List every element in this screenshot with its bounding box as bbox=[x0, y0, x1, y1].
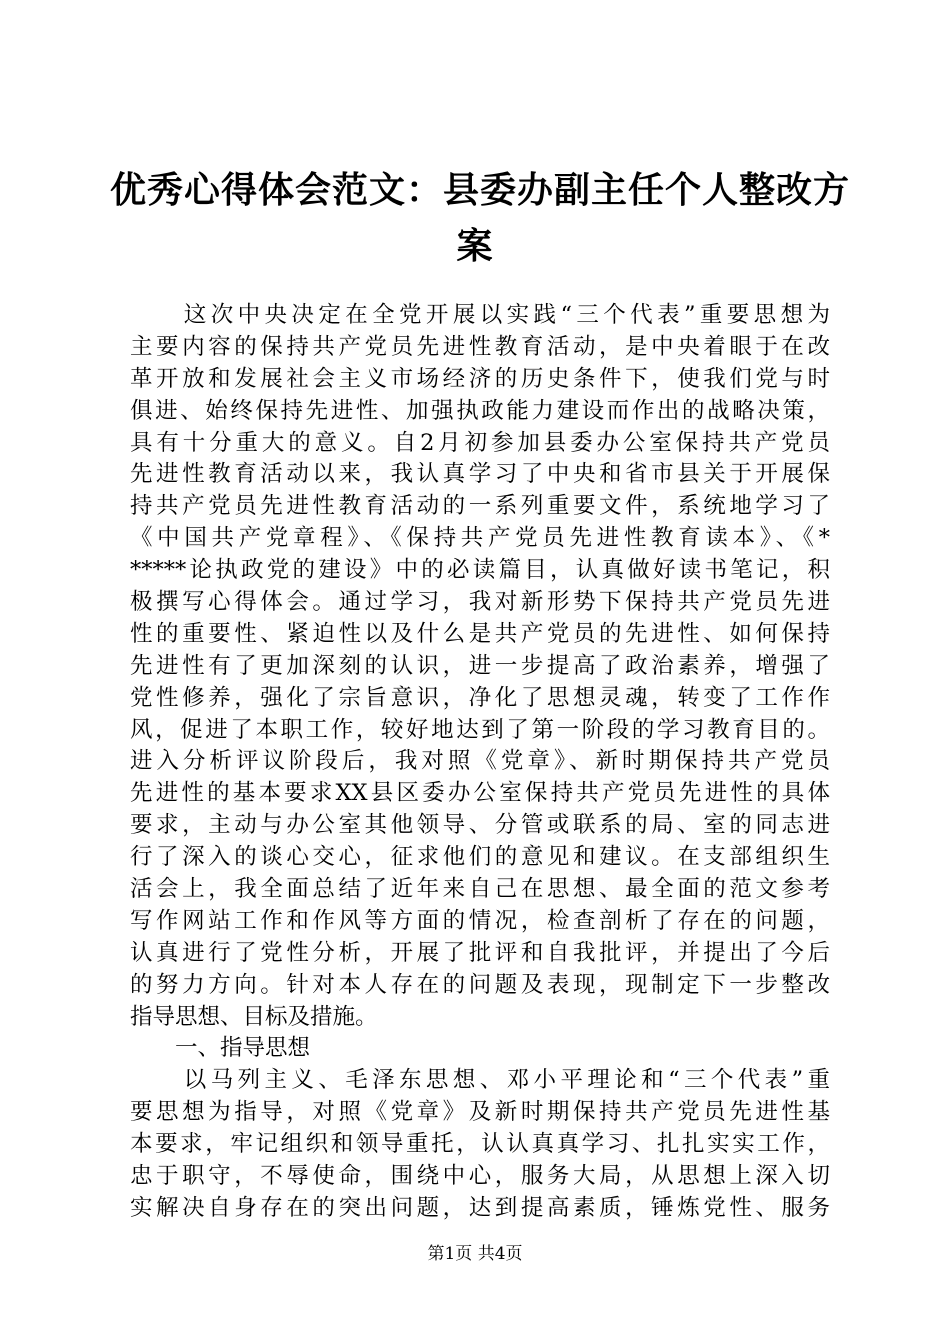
page-footer: 第1页 共4页 bbox=[427, 1244, 523, 1264]
body-line: 极撰写心得体会。通过学习，我对新形势下保持共产党员先进 bbox=[130, 589, 830, 616]
body-line: 这次中央决定在全党开展以实践“三个代表”重要思想为 bbox=[130, 302, 830, 328]
body-line: 指导思想、目标及措施。 bbox=[130, 1003, 378, 1030]
body-line: 实解决自身存在的突出问题，达到提高素质，锤炼党性、服务 bbox=[130, 1194, 830, 1221]
title-line-1: 优秀心得体会范文：县委办副主任个人整改方 bbox=[110, 169, 851, 211]
body-line: 忠于职守，不辱使命，围绕中心，服务大局，从思想上深入切 bbox=[130, 1163, 830, 1190]
body-line: 本要求，牢记组织和领导重托，认认真真学习、扎扎实实工作， bbox=[130, 1131, 830, 1158]
body-line: 具有十分重大的意义。自2月初参加县委办公室保持共产党员 bbox=[130, 429, 830, 456]
body-line: 持共产党员先进性教育活动的一系列重要文件，系统地学习了 bbox=[130, 493, 830, 520]
body-line: 写作网站工作和作风等方面的情况，检查剖析了存在的问题， bbox=[130, 907, 830, 934]
body-line: 进入分析评议阶段后，我对照《党章》、新时期保持共产党员 bbox=[130, 748, 830, 775]
body-line: 的努力方向。针对本人存在的问题及表现，现制定下一步整改 bbox=[130, 971, 830, 998]
body-line: 党性修养，强化了宗旨意识，净化了思想灵魂，转变了工作作 bbox=[130, 684, 830, 711]
document-title bbox=[110, 162, 851, 274]
body-line: 活会上，我全面总结了近年来自己在思想、最全面的范文参考 bbox=[130, 876, 830, 903]
body-line: 俱进、始终保持先进性、加强执政能力建设而作出的战略决策， bbox=[130, 397, 830, 424]
body-line: 革开放和发展社会主义市场经济的历史条件下，使我们党与时 bbox=[130, 365, 830, 392]
body-line: 认真进行了党性分析，开展了批评和自我批评，并提出了今后 bbox=[130, 939, 830, 966]
body-line: 行了深入的谈心交心，征求他们的意见和建议。在支部组织生 bbox=[130, 844, 830, 871]
body-line: 性的重要性、紧迫性以及什么是共产党员的先进性、如何保持 bbox=[130, 620, 830, 647]
body-line: 先进性教育活动以来，我认真学习了中央和省市县关于开展保 bbox=[130, 461, 830, 488]
body-line: 以马列主义、毛泽东思想、邓小平理论和“三个代表”重 bbox=[130, 1067, 830, 1094]
body-line: 先进性有了更加深刻的认识，进一步提高了政治素养，增强了 bbox=[130, 652, 830, 679]
body-text bbox=[130, 300, 830, 1225]
body-line: 要求，主动与办公室其他领导、分管或联系的局、室的同志进 bbox=[130, 812, 830, 839]
body-line: 主要内容的保持共产党员先进性教育活动，是中央着眼于在改 bbox=[130, 333, 830, 360]
section-heading: 一、指导思想 bbox=[130, 1035, 311, 1062]
title-line-2: 案 bbox=[456, 225, 494, 267]
body-line: 《中国共产党章程》、《保持共产党员先进性教育读本》、《* bbox=[130, 525, 830, 552]
body-line: *****论执政党的建设》中的必读篇目，认真做好读书笔记，积 bbox=[130, 557, 830, 584]
body-line: 要思想为指导，对照《党章》及新时期保持共产党员先进性基 bbox=[130, 1099, 830, 1126]
body-line: 先进性的基本要求XX县区委办公室保持共产党员先进性的具体 bbox=[130, 780, 830, 807]
body-line: 风，促进了本职工作，较好地达到了第一阶段的学习教育目的。 bbox=[130, 716, 830, 743]
